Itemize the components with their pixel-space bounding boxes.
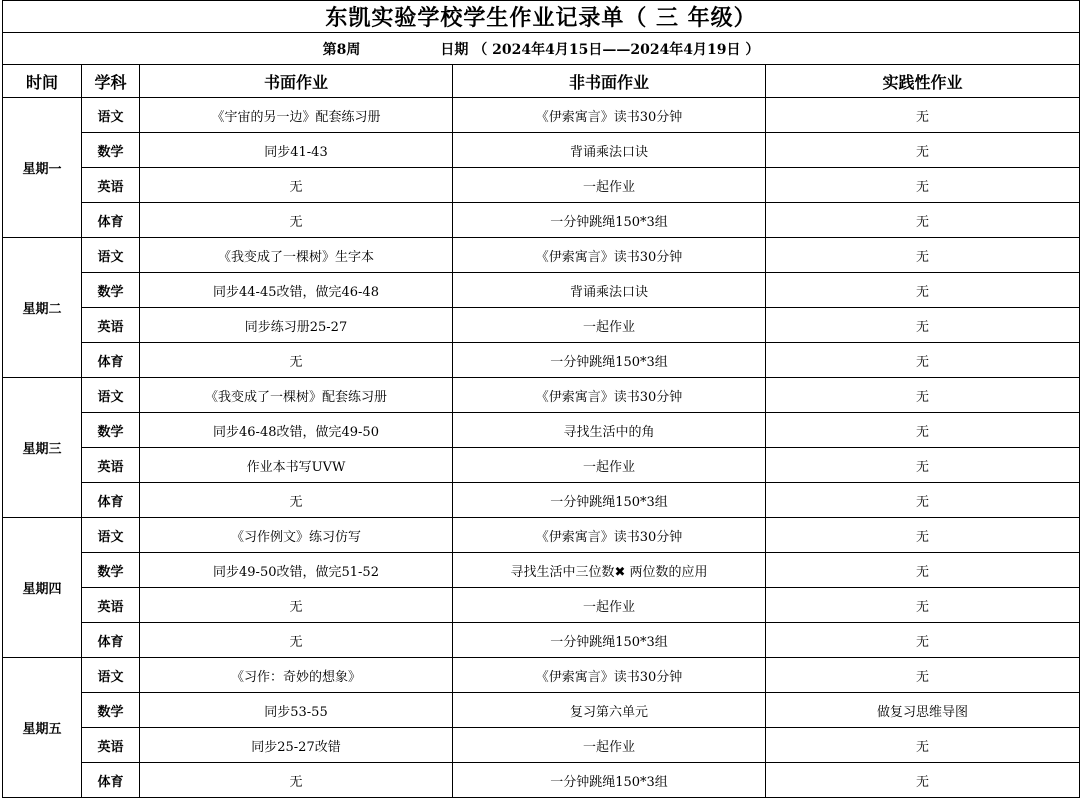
nonwritten-cell: 《伊索寓言》读书30分钟 [453, 518, 766, 553]
written-cell: 无 [140, 168, 453, 203]
nonwritten-cell: 《伊索寓言》读书30分钟 [453, 658, 766, 693]
table-row [3, 168, 1080, 203]
nonwritten-cell: 一起作业 [453, 728, 766, 763]
nonwritten-cell: 《伊索寓言》读书30分钟 [453, 378, 766, 413]
practice-cell: 无 [766, 203, 1080, 238]
subject-cell: 体育 [82, 343, 140, 378]
table-row [3, 448, 1080, 483]
table-row [3, 518, 1080, 553]
written-cell: 《习作例文》练习仿写 [140, 518, 453, 553]
nonwritten-cell: 一起作业 [453, 168, 766, 203]
date-range: 日期 （ 2024年4月15日——2024年4月19日 ） [440, 41, 760, 58]
subject-cell: 英语 [82, 588, 140, 623]
practice-cell: 无 [766, 518, 1080, 553]
nonwritten-cell: 一分钟跳绳150*3组 [453, 203, 766, 238]
written-cell: 无 [140, 588, 453, 623]
subject-cell: 语文 [82, 238, 140, 273]
header-written: 书面作业 [140, 65, 453, 98]
practice-cell: 无 [766, 168, 1080, 203]
table-row [3, 623, 1080, 658]
table-row [3, 308, 1080, 343]
practice-cell: 无 [766, 413, 1080, 448]
written-cell: 同步53-55 [140, 693, 453, 728]
written-cell: 《习作：奇妙的想象》 [140, 658, 453, 693]
nonwritten-cell: 寻找生活中三位数✖ 两位数的应用 [453, 553, 766, 588]
subject-cell: 语文 [82, 98, 140, 133]
subject-cell: 英语 [82, 448, 140, 483]
practice-cell: 无 [766, 588, 1080, 623]
subject-cell: 数学 [82, 553, 140, 588]
day-cell: 星期一 [3, 98, 82, 238]
written-cell: 同步49-50改错，做完51-52 [140, 553, 453, 588]
practice-cell: 无 [766, 308, 1080, 343]
subject-cell: 语文 [82, 658, 140, 693]
subject-cell: 数学 [82, 133, 140, 168]
subject-cell: 数学 [82, 693, 140, 728]
table-row [3, 483, 1080, 518]
written-cell: 作业本书写UVW [140, 448, 453, 483]
subject-cell: 英语 [82, 308, 140, 343]
week-label: 第8周 [322, 41, 361, 58]
nonwritten-cell: 《伊索寓言》读书30分钟 [453, 238, 766, 273]
practice-cell: 无 [766, 273, 1080, 308]
practice-cell: 无 [766, 483, 1080, 518]
practice-cell: 无 [766, 378, 1080, 413]
written-cell: 同步44-45改错，做完46-48 [140, 273, 453, 308]
header-subject: 学科 [82, 65, 140, 98]
nonwritten-cell: 背诵乘法口诀 [453, 133, 766, 168]
written-cell: 《宇宙的另一边》配套练习册 [140, 98, 453, 133]
subject-cell: 数学 [82, 413, 140, 448]
subject-cell: 体育 [82, 623, 140, 658]
practice-cell: 无 [766, 98, 1080, 133]
subject-cell: 英语 [82, 728, 140, 763]
table-row [3, 273, 1080, 308]
written-cell: 无 [140, 343, 453, 378]
subject-cell: 数学 [82, 273, 140, 308]
written-cell: 《我变成了一棵树》生字本 [140, 238, 453, 273]
header-practice: 实践性作业 [766, 65, 1080, 98]
table-row [3, 693, 1080, 728]
table-row [3, 98, 1080, 133]
written-cell: 同步41-43 [140, 133, 453, 168]
written-cell: 同步25-27改错 [140, 728, 453, 763]
header-time: 时间 [3, 65, 82, 98]
subject-cell: 体育 [82, 203, 140, 238]
practice-cell: 无 [766, 133, 1080, 168]
day-cell: 星期二 [3, 238, 82, 378]
day-cell: 星期四 [3, 518, 82, 658]
subject-cell: 英语 [82, 168, 140, 203]
table-row [3, 728, 1080, 763]
practice-cell: 无 [766, 658, 1080, 693]
homework-table [2, 0, 1080, 798]
header-nonwritten: 非书面作业 [453, 65, 766, 98]
nonwritten-cell: 寻找生活中的角 [453, 413, 766, 448]
nonwritten-cell: 《伊索寓言》读书30分钟 [453, 98, 766, 133]
practice-cell: 无 [766, 448, 1080, 483]
written-cell: 同步练习册25-27 [140, 308, 453, 343]
nonwritten-cell: 一起作业 [453, 308, 766, 343]
written-cell: 无 [140, 483, 453, 518]
nonwritten-cell: 复习第六单元 [453, 693, 766, 728]
table-row [3, 763, 1080, 798]
week-date-row [3, 33, 1080, 65]
table-row [3, 343, 1080, 378]
nonwritten-cell: 一分钟跳绳150*3组 [453, 343, 766, 378]
practice-cell: 无 [766, 238, 1080, 273]
header-row [3, 65, 1080, 98]
table-row [3, 413, 1080, 448]
day-cell: 星期三 [3, 378, 82, 518]
subject-cell: 语文 [82, 518, 140, 553]
practice-cell: 无 [766, 763, 1080, 798]
nonwritten-cell: 一分钟跳绳150*3组 [453, 763, 766, 798]
table-row [3, 203, 1080, 238]
table-row [3, 658, 1080, 693]
subject-cell: 语文 [82, 378, 140, 413]
subject-cell: 体育 [82, 763, 140, 798]
written-cell: 无 [140, 203, 453, 238]
table-row [3, 378, 1080, 413]
practice-cell: 无 [766, 728, 1080, 763]
written-cell: 无 [140, 623, 453, 658]
nonwritten-cell: 一分钟跳绳150*3组 [453, 483, 766, 518]
nonwritten-cell: 背诵乘法口诀 [453, 273, 766, 308]
nonwritten-cell: 一分钟跳绳150*3组 [453, 623, 766, 658]
practice-cell: 无 [766, 553, 1080, 588]
practice-cell: 无 [766, 343, 1080, 378]
practice-cell: 做复习思维导图 [766, 693, 1080, 728]
table-row [3, 588, 1080, 623]
table-row [3, 238, 1080, 273]
table-row [3, 133, 1080, 168]
page-title: 东凯实验学校学生作业记录单（ 三 年级） [3, 1, 1080, 33]
practice-cell: 无 [766, 623, 1080, 658]
subject-cell: 体育 [82, 483, 140, 518]
written-cell: 《我变成了一棵树》配套练习册 [140, 378, 453, 413]
written-cell: 同步46-48改错，做完49-50 [140, 413, 453, 448]
day-cell: 星期五 [3, 658, 82, 798]
nonwritten-cell: 一起作业 [453, 448, 766, 483]
nonwritten-cell: 一起作业 [453, 588, 766, 623]
written-cell: 无 [140, 763, 453, 798]
table-row [3, 553, 1080, 588]
